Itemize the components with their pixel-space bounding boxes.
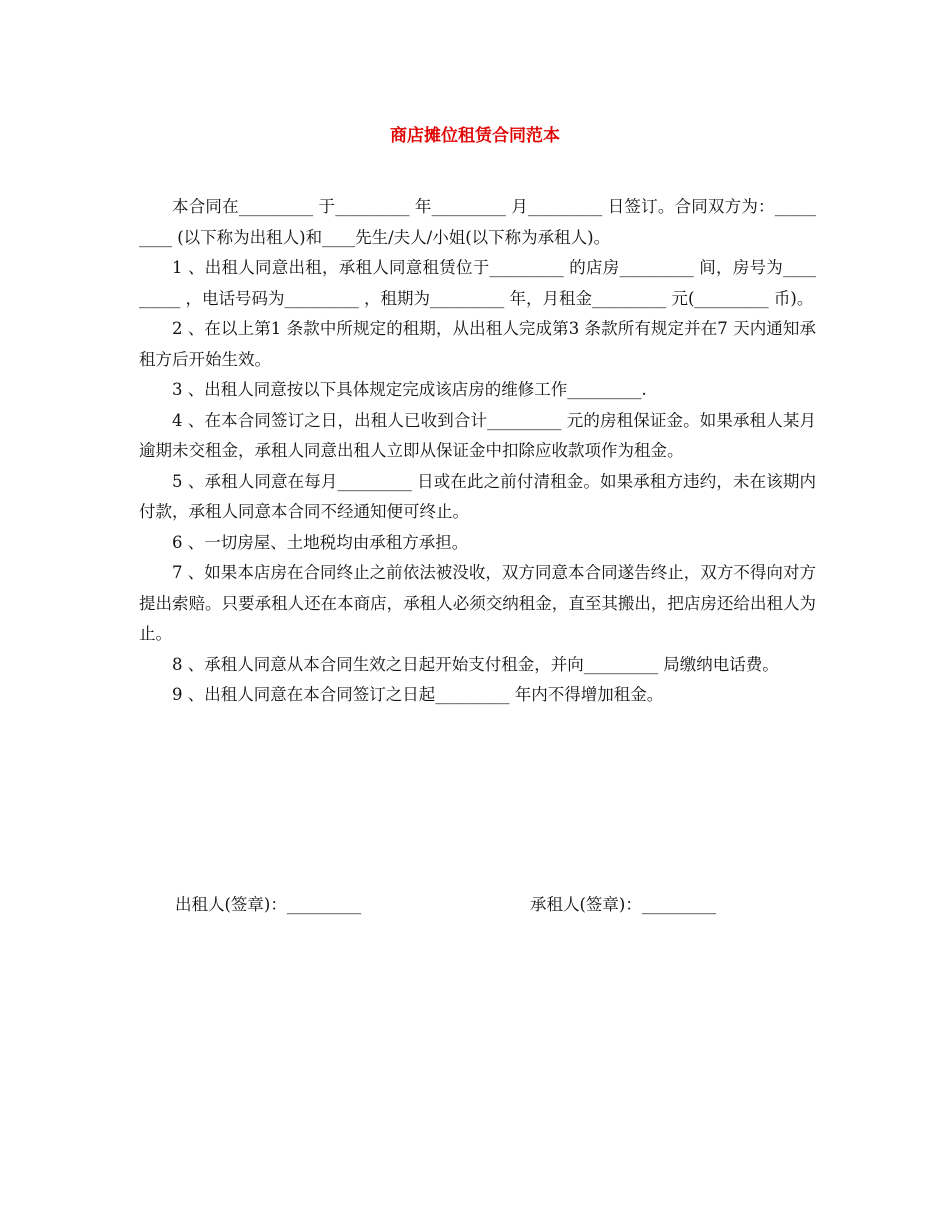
clause-7: 7 、如果本店房在合同终止之前依法被没收，双方同意本合同遂告终止，双方不得向对方提出索赔。只要承租人还在本商店，承租人必须交纳租金，直至其搬出，把店房还给出租人为止。 — [139, 563, 816, 643]
paragraph-intro: 本合同在_________ 于_________ 年_________ 月_________ 日签订。合同双方为：_________ (以下称为出租人)和____先生/夫人/小姐(以下称为承租人)。 — [139, 197, 816, 247]
clause-3: 3 、出租人同意按以下具体规定完成该店房的维修工作_________. — [172, 380, 647, 399]
contract-body — [139, 192, 816, 711]
clause-2: 2 、在以上第1 条款中所规定的租期，从出租人完成第3 条款所有规定并在7 天内通知承租方后开始生效。 — [139, 319, 816, 369]
clause-5: 5 、承租人同意在每月_________ 日或在此之前付清租金。如果承租方违约，未在该期内付款，承租人同意本合同不经通知便可终止。 — [139, 471, 816, 521]
clause-6: 6 、一切房屋、土地税均由承租方承担。 — [172, 532, 469, 552]
lessor-signature: 出租人(签章)：_________ — [175, 895, 362, 914]
clause-9: 9 、出租人同意在本合同签订之日起_________ 年内不得增加租金。 — [172, 685, 664, 704]
signature-row — [175, 890, 815, 920]
clause-8: 8 、承租人同意从本合同生效之日起开始支付租金，并向_________ 局缴纳电话费。 — [172, 654, 779, 674]
document-title: 商店摊位租赁合同范本 — [390, 126, 560, 146]
lessee-signature: 承租人(签章)：_________ — [530, 895, 717, 914]
clause-4: 4 、在本合同签订之日，出租人已收到合计_________ 元的房租保证金。如果承租人某月逾期未交租金，承租人同意出租人立即从保证金中扣除应收款项作为租金。 — [139, 410, 816, 460]
clause-1: 1 、出租人同意出租，承租人同意租赁位于_________ 的店房_________ 间，房号为_________ ，电话号码为_________ ，租期为_________ 年，月租金_________ 元(_________ 币)。 — [139, 258, 816, 308]
